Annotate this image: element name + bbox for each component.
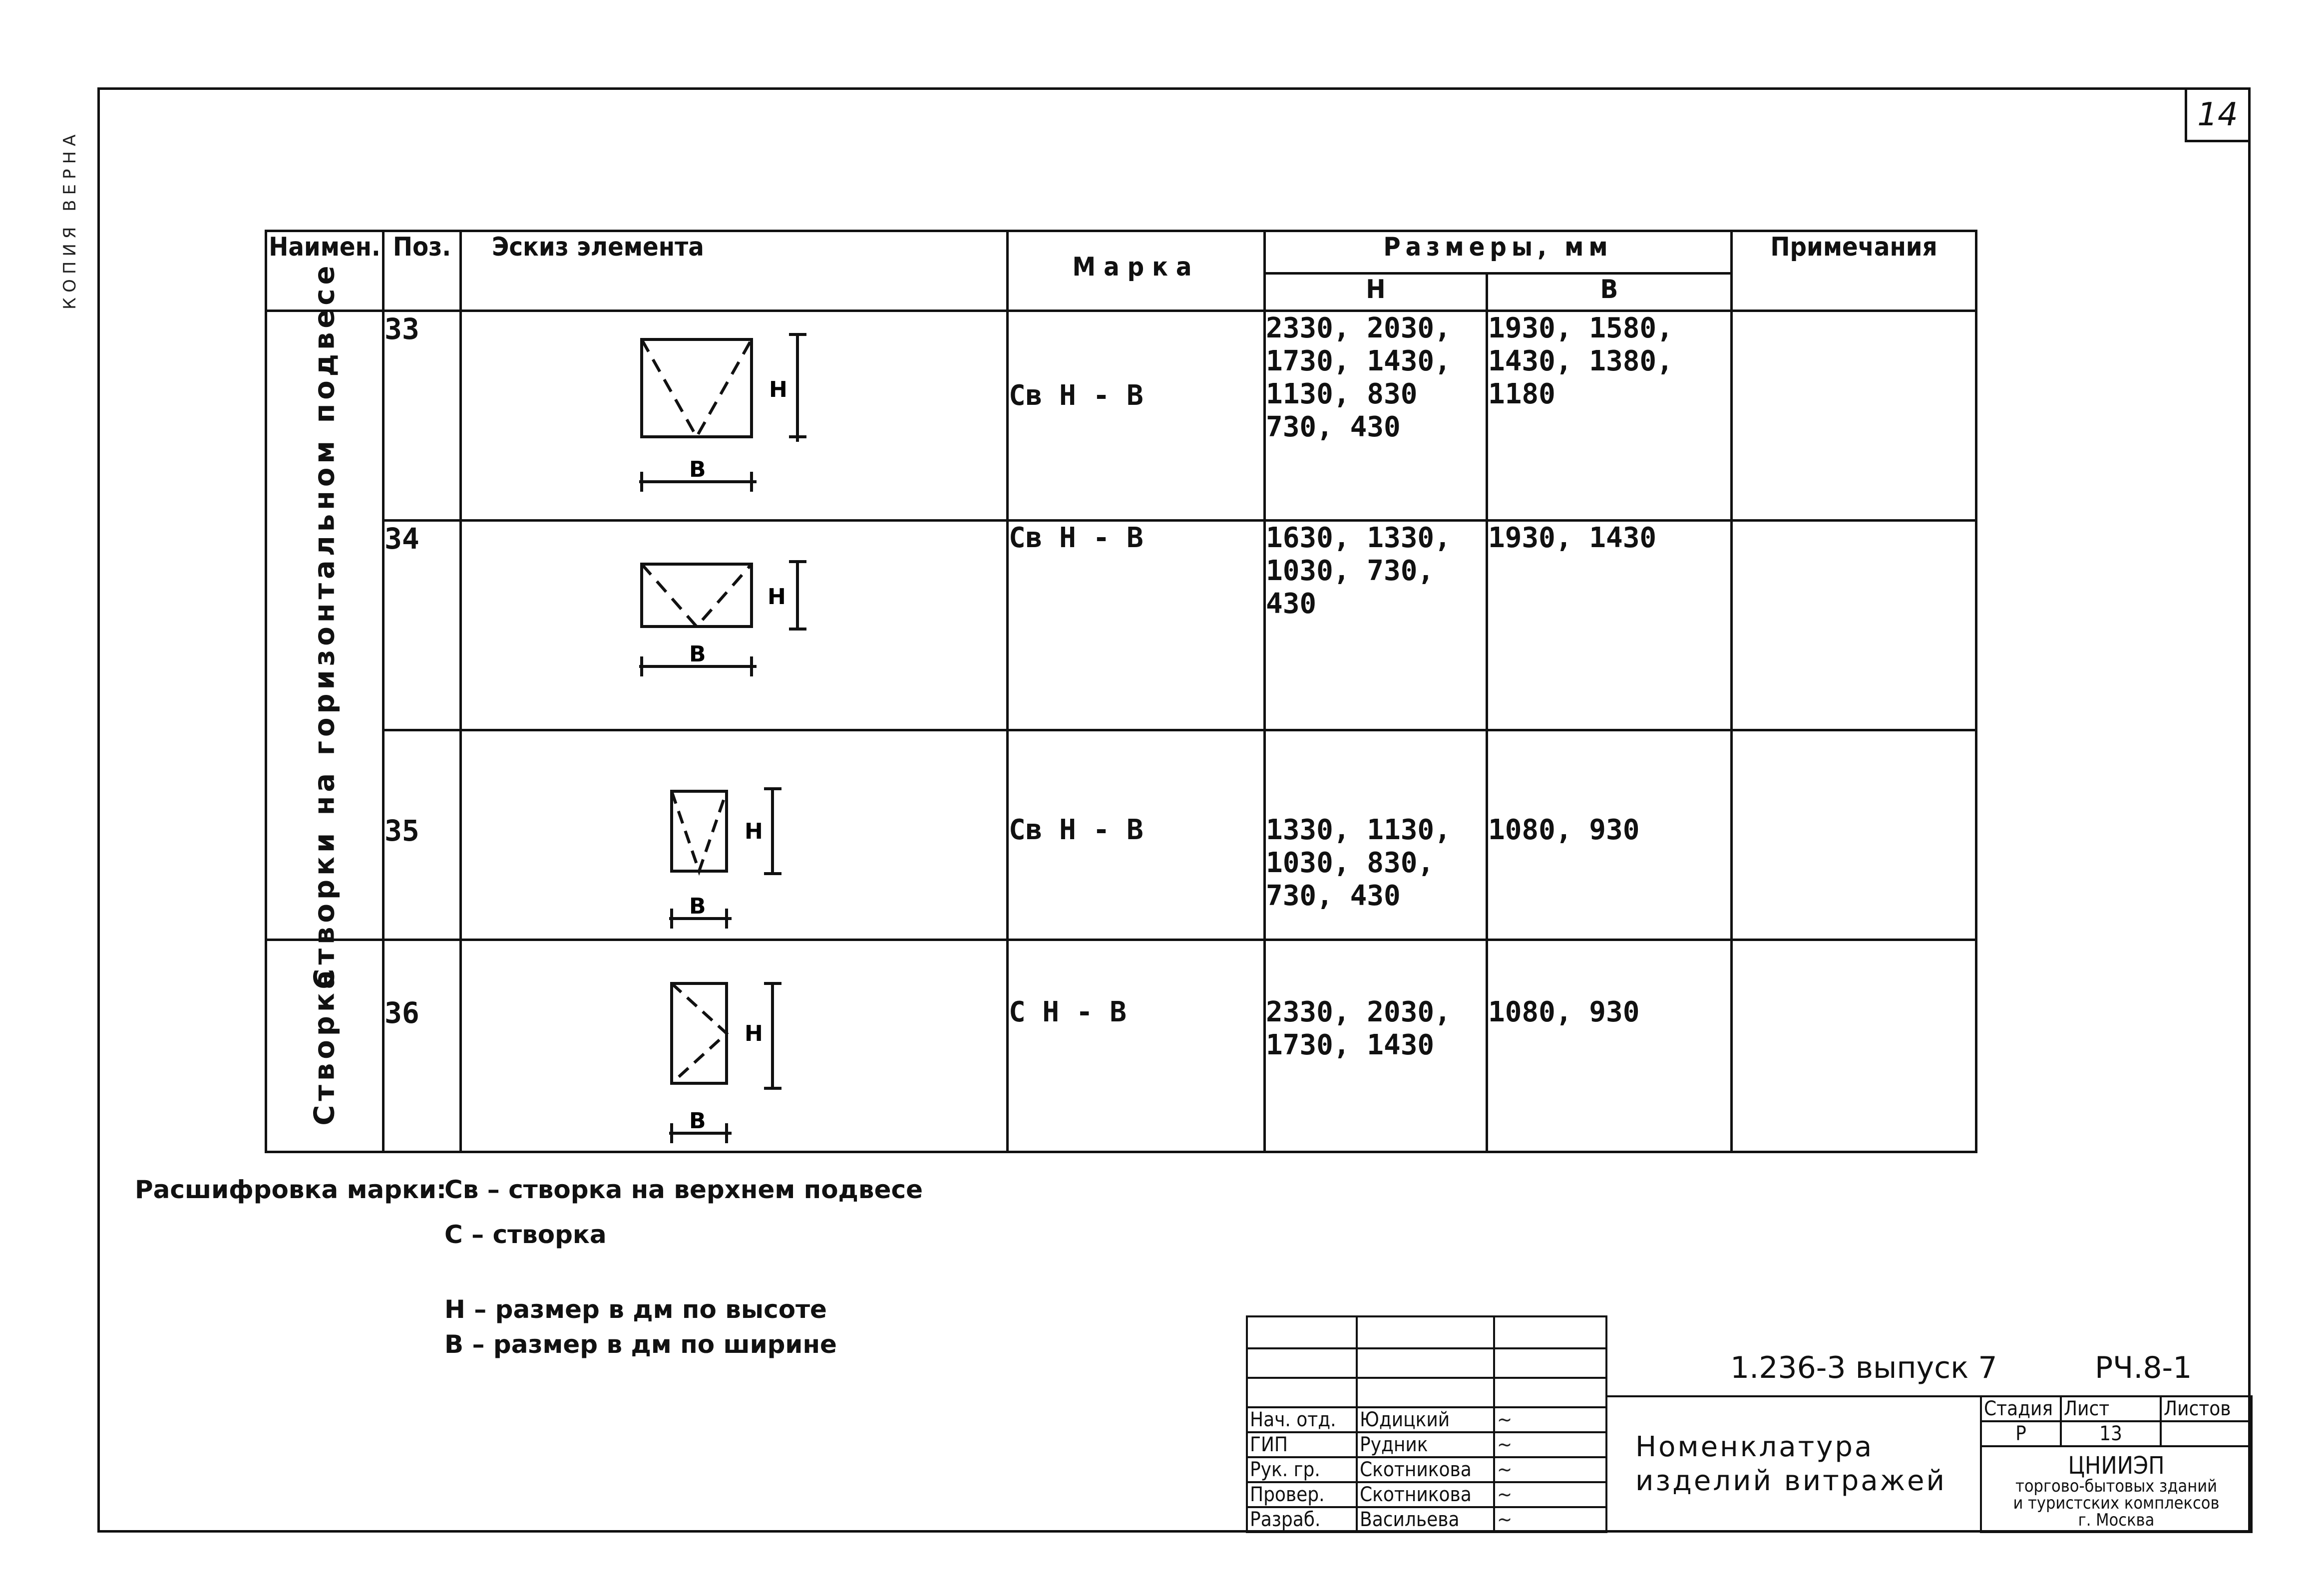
dim-b-34: В bbox=[689, 641, 706, 667]
signature: ~ bbox=[1494, 1457, 1606, 1482]
org-line: торгово-бытовых зданий bbox=[2015, 1476, 2217, 1496]
sash-sketch-36 bbox=[462, 941, 1009, 1153]
dim-h-35: Н bbox=[745, 819, 763, 844]
sash-sketch-35 bbox=[462, 731, 1009, 941]
legend-item: Св – створка на верхнем подвесе bbox=[444, 1175, 923, 1204]
document-code: 1.236-3 выпуск 7 bbox=[1730, 1350, 1997, 1385]
row-36-mark: С Н - В bbox=[1008, 940, 1265, 1152]
row-35-b: 1080, 930 bbox=[1487, 730, 1732, 940]
blank-cell bbox=[1357, 1316, 1494, 1348]
org-line: и туристских комплексов bbox=[2013, 1493, 2220, 1513]
header-sizes bbox=[1265, 231, 1732, 274]
group-sash bbox=[266, 940, 384, 1152]
header-mark bbox=[1008, 231, 1265, 311]
row-33-sketch bbox=[461, 311, 1008, 521]
row-34-pos: 34 bbox=[384, 521, 461, 730]
name-cell: Юдицкий bbox=[1357, 1407, 1494, 1432]
sheet-code: РЧ.8-1 bbox=[2095, 1350, 2192, 1385]
name-cell: Скотникова bbox=[1357, 1457, 1494, 1482]
row-36-notes bbox=[1732, 940, 1976, 1152]
row-33-b: 1930, 1580, 1430, 1380, 1180 bbox=[1487, 311, 1732, 521]
dim-h-33: Н bbox=[769, 377, 787, 402]
org-city: г. Москва bbox=[2078, 1510, 2155, 1530]
row-36-b: 1080, 930 bbox=[1487, 940, 1732, 1152]
role-cell: Разраб. bbox=[1247, 1507, 1357, 1532]
legend-item: С – створка bbox=[444, 1220, 607, 1249]
dim-h-34: Н bbox=[768, 584, 786, 610]
row-33-mark: Св Н - В bbox=[1008, 311, 1265, 521]
sash-sketch-33 bbox=[462, 312, 1009, 522]
row-36-pos: 36 bbox=[384, 940, 461, 1152]
role-cell: ГИП bbox=[1247, 1432, 1357, 1457]
dim-h-36: Н bbox=[745, 1021, 763, 1046]
row-34-h: 1630, 1330, 1030, 730, 430 bbox=[1265, 521, 1487, 730]
sheet-label: Лист bbox=[2061, 1396, 2161, 1421]
header-b: В bbox=[1487, 274, 1732, 311]
copy-verified-note: КОПИЯ ВЕРНА bbox=[60, 129, 80, 310]
header-h: Н bbox=[1265, 274, 1487, 311]
row-33-notes bbox=[1732, 311, 1976, 521]
sash-sketch-34 bbox=[462, 522, 1009, 731]
signature: ~ bbox=[1494, 1507, 1606, 1532]
row-35-h: 1330, 1130, 1030, 830, 730, 430 bbox=[1265, 730, 1487, 940]
row-35-mark: Св Н - В bbox=[1008, 730, 1265, 940]
row-33-pos: 33 bbox=[384, 311, 461, 521]
row-34-notes bbox=[1732, 521, 1976, 730]
blank-cell bbox=[1247, 1316, 1357, 1348]
drawing-title: Номенклатура изделий витражей bbox=[1635, 1431, 1946, 1497]
name-cell: Васильева bbox=[1357, 1507, 1494, 1532]
stage-value: Р bbox=[1981, 1421, 2061, 1446]
org-name: ЦНИИЭП bbox=[2068, 1452, 2165, 1480]
dim-b-35: В bbox=[689, 894, 706, 919]
legend-item: Н – размер в дм по высоте bbox=[444, 1295, 827, 1324]
row-33-h: 2330, 2030, 1730, 1430, 1130, 830 730, 430 bbox=[1265, 311, 1487, 521]
sheet-value: 13 bbox=[2061, 1421, 2161, 1446]
group-horizontal-hinge-label: Створки на горизонтальном подвесе bbox=[308, 261, 341, 989]
stage-label: Стадия bbox=[1981, 1396, 2061, 1421]
legend-item: В – размер в дм по ширине bbox=[444, 1330, 837, 1359]
row-34-mark: Св Н - В bbox=[1008, 521, 1265, 730]
name-cell: Скотникова bbox=[1357, 1482, 1494, 1507]
signature: ~ bbox=[1494, 1432, 1606, 1457]
group-horizontal-hinge bbox=[266, 261, 384, 989]
signature: ~ bbox=[1494, 1407, 1606, 1432]
header-pos: Поз. bbox=[384, 231, 461, 311]
blank-cell bbox=[1494, 1348, 1606, 1378]
blank-cell bbox=[1494, 1378, 1606, 1407]
title-block bbox=[1246, 1315, 2251, 1533]
dim-b-33: В bbox=[689, 457, 706, 482]
row-35-pos: 35 bbox=[384, 730, 461, 940]
row-36-h: 2330, 2030, 1730, 1430 bbox=[1265, 940, 1487, 1152]
stage-table bbox=[1980, 1395, 2253, 1533]
role-cell: Нач. отд. bbox=[1247, 1407, 1357, 1432]
role-cell: Рук. гр. bbox=[1247, 1457, 1357, 1482]
blank-cell bbox=[1494, 1316, 1606, 1348]
row-36-sketch bbox=[461, 940, 1008, 1152]
name-cell: Рудник bbox=[1357, 1432, 1494, 1457]
blank-cell bbox=[1357, 1378, 1494, 1407]
divider bbox=[1605, 1395, 1607, 1533]
dim-b-36: В bbox=[689, 1108, 706, 1134]
blank-cell bbox=[1247, 1378, 1357, 1407]
signatures-table bbox=[1246, 1315, 1607, 1533]
row-35-notes bbox=[1732, 730, 1976, 940]
header-name: Наимен. bbox=[266, 231, 384, 311]
nomenclature-table bbox=[265, 230, 1977, 1153]
organization-cell bbox=[1981, 1446, 2252, 1532]
header-notes: Примечания bbox=[1732, 231, 1976, 311]
row-35-sketch bbox=[461, 730, 1008, 940]
blank-cell bbox=[1357, 1348, 1494, 1378]
blank-cell bbox=[1247, 1348, 1357, 1378]
sheets-value bbox=[2161, 1421, 2252, 1446]
role-cell: Провер. bbox=[1247, 1482, 1357, 1507]
legend-title: Расшифровка марки: bbox=[135, 1175, 446, 1204]
header-mark-label: Марка bbox=[1072, 252, 1200, 282]
sheet-number: 14 bbox=[2185, 87, 2251, 142]
row-34-sketch bbox=[461, 521, 1008, 730]
sheets-label: Листов bbox=[2161, 1396, 2252, 1421]
group-sash-label: Створка bbox=[308, 966, 341, 1126]
row-34-b: 1930, 1430 bbox=[1487, 521, 1732, 730]
header-sketch: Эскиз элемента bbox=[461, 231, 1008, 311]
signature: ~ bbox=[1494, 1482, 1606, 1507]
header-sizes-label: Размеры, мм bbox=[1383, 232, 1613, 262]
